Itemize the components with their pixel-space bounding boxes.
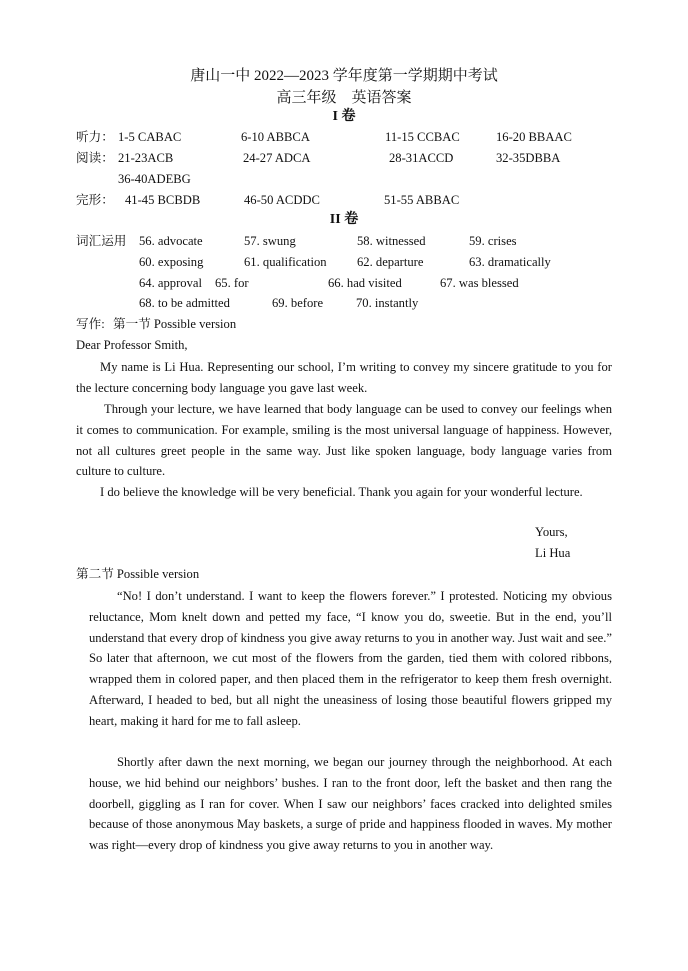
vocab-answer: 61. qualification — [244, 255, 327, 269]
letter-salutation: Dear Professor Smith, — [76, 338, 188, 352]
vocab-answer: 66. had visited — [328, 276, 402, 290]
vocab-answer: 68. to be admitted — [139, 296, 230, 310]
vocab-answer: 58. witnessed — [357, 234, 426, 248]
vocab-answer: 70. instantly — [356, 296, 419, 310]
cloze-answer: 46-50 ACDDC — [244, 193, 320, 207]
listening-answer: 6-10 ABBCA — [241, 130, 310, 144]
reading-answer: 21-23ACB — [118, 151, 174, 165]
reading-answer: 36-40ADEBG — [118, 172, 191, 186]
listening-answer: 16-20 BBAAC — [496, 130, 572, 144]
story-paragraph: “No! I don’t understand. I want to keep the flowers forever.” I protested. Noticing my obvious reluctance, Mom knelt down and petted my face, “I know you do, sweetie. But in the end, you’ll understand that every drop of kindness you give away returns to you in another way. Just wait and see.” So later that afternoon, we cut most of the flowers from the garden, tied them with colored ribbons, wrapped them in colored paper, and then placed them in the refrigerator to keep them fresh overnight. Afterward, I headed to bed, but all night the uneasiness of losing those beautiful flowers gripped my heart, making it hard for me to fall asleep. — [89, 589, 612, 728]
vocab-answer: 62. departure — [357, 255, 424, 269]
story-paragraph: Shortly after dawn the next morning, we began our journey through the neighborhood. At each house, we hid behind our neighbors’ bushes. I ran to the front door, left the basket and then rang the doorbell, giggling as I ran for cover. When I saw our neighbors’ faces cracked into delighted smiles because of those anonymous May baskets, a surge of pride and happiness flooded in waves. My mother was right—every drop of kindness you give away returns to you in another way. — [89, 755, 612, 853]
letter-paragraph: Through your lecture, we have learned that body language can be used to convey our feelings when it comes to communication. For example, smiling is the most universal language of happiness. However, not all cultures greet people in the same way. Just like spoken language, body language varies from culture to culture. — [76, 402, 612, 479]
letter-paragraph: My name is Li Hua. Representing our school, I’m writing to convey my sincere gratitude to you for the lecture concerning body language you gave last week. — [76, 360, 612, 395]
vocab-answer: 64. approval — [139, 276, 202, 290]
exam-subtitle: 高三年级 英语答案 — [276, 90, 412, 106]
part2-heading: II 卷 — [329, 212, 359, 227]
vocab-answer: 56. advocate — [139, 234, 203, 248]
listening-answer: 1-5 CABAC — [118, 130, 182, 144]
listening-answer: 11-15 CCBAC — [385, 130, 460, 144]
section2-title: 第二节 Possible version — [76, 567, 200, 581]
reading-answer: 32-35DBBA — [496, 151, 561, 165]
reading-answer: 28-31ACCD — [389, 151, 454, 165]
vocab-answer: 59. crises — [469, 234, 517, 248]
vocab-answer: 69. before — [272, 296, 324, 310]
cloze-label: 完形： — [76, 193, 114, 207]
reading-answer: 24-27 ADCA — [243, 151, 311, 165]
vocab-answer: 60. exposing — [139, 255, 204, 269]
letter-closing: Yours, — [535, 525, 568, 539]
cloze-answer: 51-55 ABBAC — [384, 193, 460, 207]
vocab-answer: 57. swung — [244, 234, 296, 248]
letter-paragraph: I do believe the knowledge will be very beneficial. Thank you again for your wonderful lecture. — [100, 485, 583, 499]
section1-title: 第一节 Possible version — [113, 317, 237, 331]
listening-label: 听力： — [76, 130, 114, 144]
reading-label: 阅读： — [76, 151, 114, 165]
writing-label: 写作: — [76, 317, 105, 331]
vocab-answer: 63. dramatically — [469, 255, 551, 269]
letter-signature: Li Hua — [535, 546, 571, 560]
cloze-answer: 41-45 BCBDB — [125, 193, 201, 207]
vocab-answer: 67. was blessed — [440, 276, 519, 290]
vocab-answer: 65. for — [215, 276, 249, 290]
part1-heading: I 卷 — [332, 109, 356, 124]
vocab-label: 词汇运用 — [76, 234, 127, 248]
exam-title: 唐山一中 2022—2023 学年度第一学期期中考试 — [190, 68, 498, 84]
